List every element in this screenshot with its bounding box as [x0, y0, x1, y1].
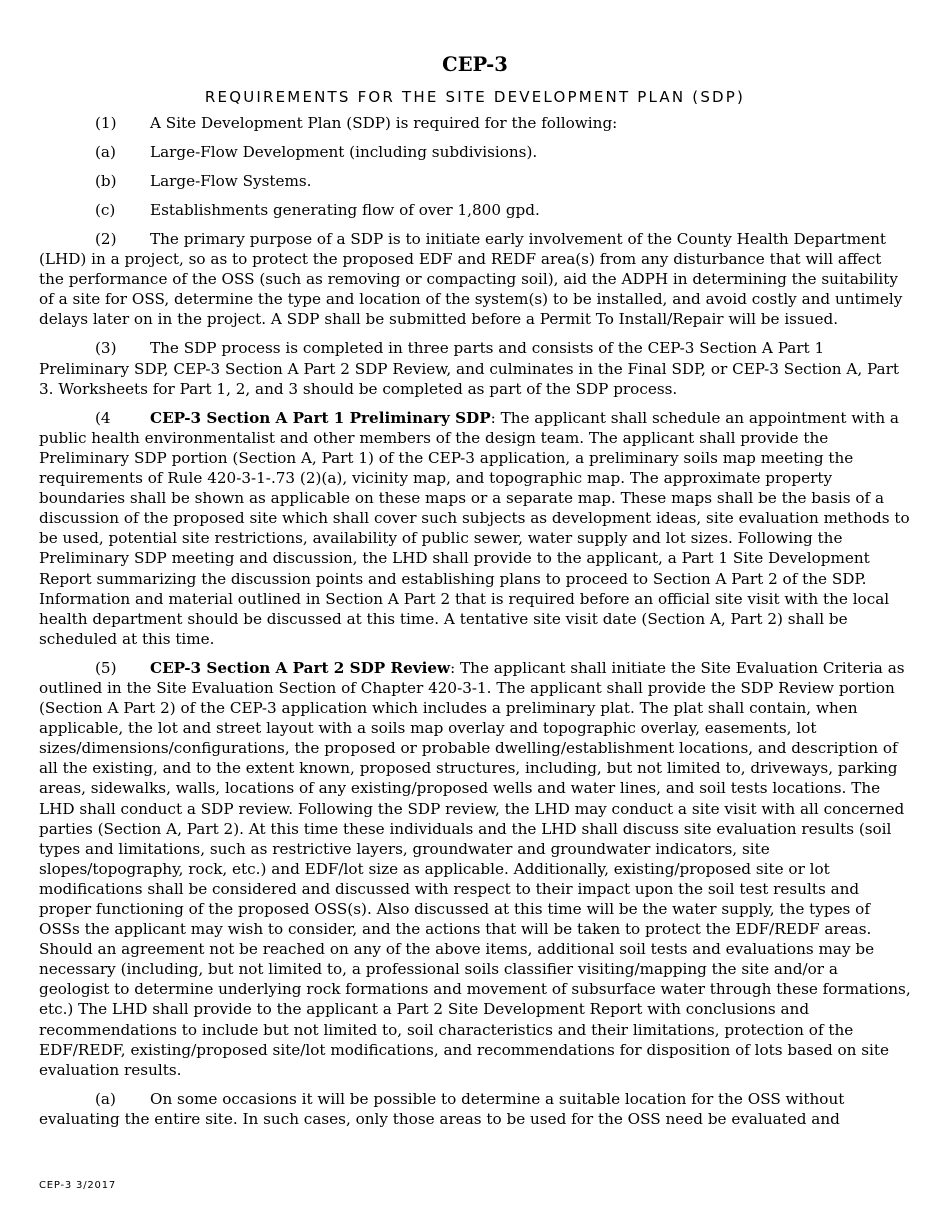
- list-item-number: (b): [95, 172, 117, 190]
- document-page: [39, 53, 911, 1138]
- paragraph-5: [39, 658, 911, 1080]
- paragraph-number: (4: [95, 408, 111, 427]
- page-footer: CEP-3 3/2017: [39, 1180, 117, 1191]
- paragraph-text: : The applicant shall initiate the Site Evaluation Criteria as outlined in the Site Evaluation Section of Chapter 420-3-1. The applicant shall provide the SDP Review portion (Section A Part 2) of the CEP-3 application which includes a preliminary plat. The plat shall contain, when applicable, the lot and street layout with a soils map overlay and topographic overlay, easements, lot sizes/dimensions/configurations, the proposed or probable dwelling/establishment locations, and description of all the existing, and to the extent known, proposed structures, including, but not limited to, driveways, parking areas, sidewalks, walls, locations of any existing/proposed wells and water lines, and soil tests locations. The LHD shall conduct a SDP review. Following the SDP review, the LHD may conduct a site visit with all concerned parties (Section A, Part 2). At this time these individuals and the LHD shall discuss site evaluation results (soil types and limitations, such as restrictive layers, groundwater and groundwater indicators, site slopes/topography, rock, etc.) and EDF/lot size as applicable. Additionally, existing/proposed site or lot modifications shall be considered and discussed with respect to their impact upon the soil test results and proper functioning of the proposed OSS(s). Also discussed at this time will be the water supply, the types of OSSs the applicant may wish to consider, and the actions that will be taken to protect the EDF/REDF areas. Should an agreement not be reached on any of the above items, additional soil tests and evaluations may be necessary (including, but not limited to, a professional soils classifier visiting/mapping the site and/or a geologist to determine underlying rock formations and movement of subsurface water through these formations, etc.) The LHD shall provide to the applicant a Part 2 Site Development Report with conclusions and recommendations to include but not limited to, soil characteristics and their limitations, protection of the EDF/REDF, existing/proposed site/lot modifications, and recommendations for disposition of lots based on site evaluation results.: [39, 658, 911, 1079]
- list-item: [39, 200, 911, 220]
- document-subtitle: REQUIREMENTS FOR THE SITE DEVELOPMENT PLAN (SDP): [204, 88, 746, 106]
- list-item-text: A Site Development Plan (SDP) is required for the following:: [150, 114, 618, 132]
- paragraph-heading: CEP-3 Section A Part 1 Preliminary SDP: [150, 408, 491, 427]
- paragraph-4: [39, 408, 911, 649]
- list-item-text: Large-Flow Systems.: [150, 172, 312, 190]
- paragraph-2: [39, 229, 911, 329]
- paragraph-5a: [39, 1089, 911, 1129]
- list-item-text: Large-Flow Development (including subdivisions).: [150, 143, 538, 161]
- list-item-text: Establishments generating flow of over 1,800 gpd.: [150, 201, 540, 219]
- paragraph-text: The SDP process is completed in three parts and consists of the CEP-3 Section A Part 1 Preliminary SDP, CEP-3 Section A Part 2 SDP Review, and culminates in the Final SDP, or CEP-3 Section A, Part 3. Worksheets for Part 1, 2, and 3 should be completed as part of the SDP process.: [39, 339, 899, 398]
- list-item: [39, 171, 911, 191]
- paragraph-number: (3): [95, 339, 117, 358]
- list-item: [39, 113, 911, 133]
- paragraph-text: : The applicant shall schedule an appointment with a public health environmentalist and other members of the design team. The applicant shall provide the Preliminary SDP portion (Section A, Part 1) of the CEP-3 application, a preliminary soils map meeting the requirements of Rule 420-3-1-.73 (2)(a), vicinity map, and topographic map. The approximate property boundaries shall be shown as applicable on these maps or a separate map. These maps shall be the basis of a discussion of the proposed site which shall cover such subjects as development ideas, site evaluation methods to be used, potential site restrictions, availability of public sewer, water supply and lot sizes. Following the Preliminary SDP meeting and discussion, the LHD shall provide to the applicant, a Part 1 Site Development Report summarizing the discussion points and establishing plans to proceed to Section A Part 2 of the SDP. Information and material outlined in Section A Part 2 that is required before an official site visit with the local health department should be discussed at this time. A tentative site visit date (Section A, Part 2) shall be scheduled at this time.: [39, 408, 910, 648]
- paragraph-text: On some occasions it will be possible to determine a suitable location for the OSS without evaluating the entire site. In such cases, only those areas to be used for the OSS need be evaluated and: [39, 1089, 845, 1128]
- list-item-number: (c): [95, 201, 116, 219]
- requirements-list: [39, 113, 911, 220]
- list-item-number: (1): [95, 114, 117, 132]
- paragraph-text: The primary purpose of a SDP is to initiate early involvement of the County Health Department (LHD) in a project, so as to protect the proposed EDF and REDF area(s) from any disturbance that will affect the performance of the OSS (such as removing or compacting soil), aid the ADPH in determining the suitability of a site for OSS, determine the type and location of the system(s) to be installed, and avoid costly and untimely delays later on in the project. A SDP shall be submitted before a Permit To Install/Repair will be issued.: [39, 230, 903, 329]
- paragraph-3: [39, 338, 911, 398]
- paragraph-number: (a): [95, 1089, 116, 1108]
- list-item-number: (a): [95, 143, 116, 161]
- paragraph-number: (2): [95, 230, 117, 248]
- paragraph-number: (5): [95, 658, 117, 677]
- paragraph-heading: CEP-3 Section A Part 2 SDP Review: [150, 658, 451, 677]
- document-title: CEP-3: [442, 53, 508, 76]
- list-item: [39, 142, 911, 162]
